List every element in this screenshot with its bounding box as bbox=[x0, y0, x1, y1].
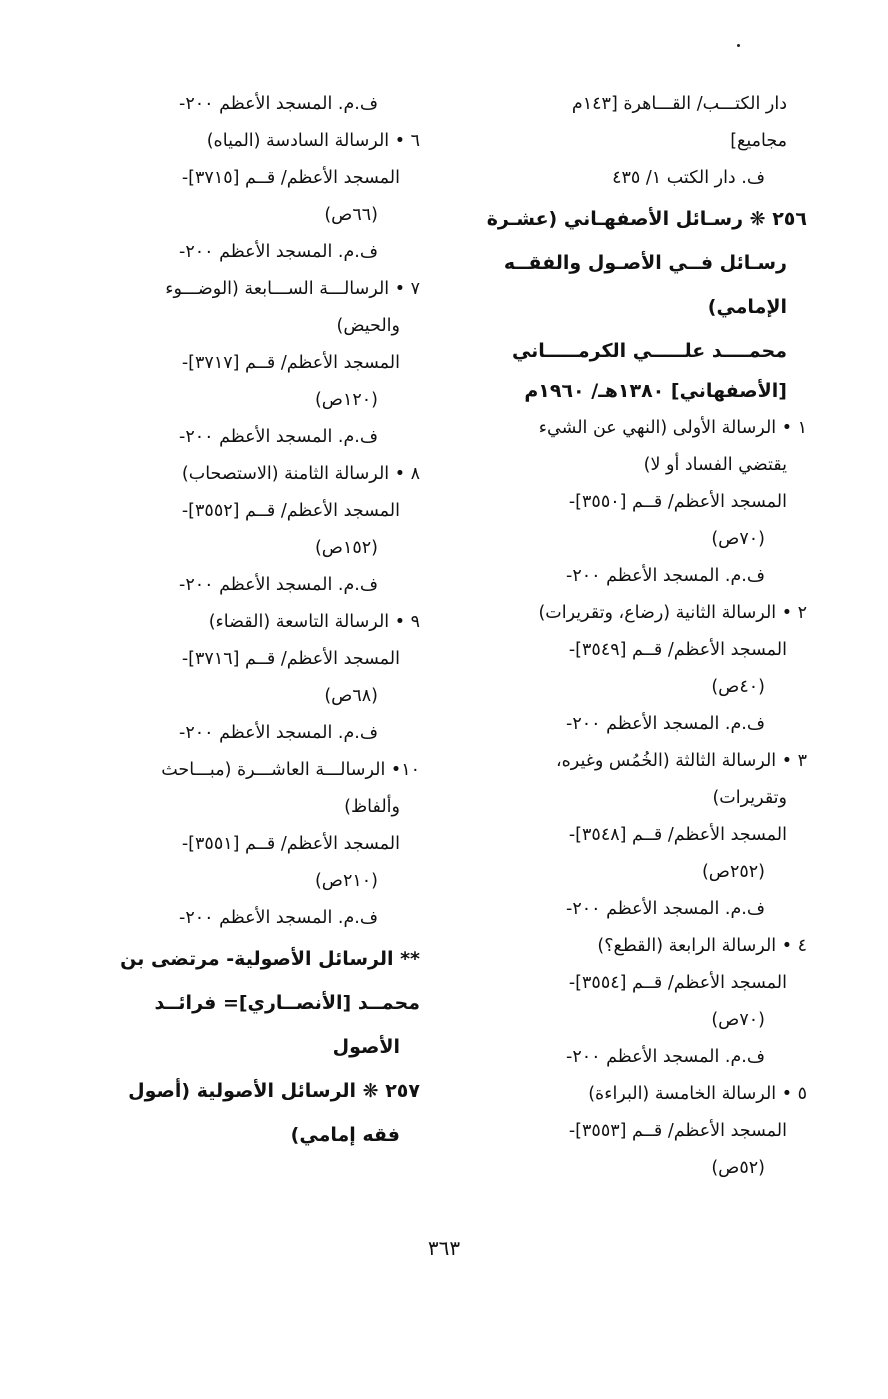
text-line: ٢٥٧ ❋ الرسائل الأصولية (أصول bbox=[128, 1080, 420, 1102]
text-line: (١٥٢ص) bbox=[314, 538, 378, 558]
text-line: المسجد الأعظم/ قــم [٣٥٥٤]- bbox=[568, 973, 787, 993]
text-line: وألفاظ) bbox=[344, 797, 400, 817]
text-line: المسجد الأعظم/ قــم [٣٧١٦]- bbox=[181, 649, 400, 669]
text-line: ف.م. المسجد الأعظم ٢٠٠- bbox=[178, 242, 378, 262]
text-line: الأصول bbox=[332, 1036, 400, 1058]
text-line: ٦ • الرسالة السادسة (المياه) bbox=[206, 131, 420, 151]
text-line: ف.م. المسجد الأعظم ٢٠٠- bbox=[178, 575, 378, 595]
text-line: ف.م. المسجد الأعظم ٢٠٠- bbox=[178, 427, 378, 447]
text-line: ٨ • الرسالة الثامنة (الاستصحاب) bbox=[181, 464, 420, 484]
text-line: المسجد الأعظم/ قــم [٣٥٥٣]- bbox=[568, 1121, 787, 1141]
text-line: ١٠• الرسالـــة العاشـــرة (مبـــاحث bbox=[161, 760, 420, 780]
text-line: (٦٦ص) bbox=[324, 205, 378, 225]
text-line: وتقريرات) bbox=[712, 788, 787, 808]
text-line: الإمامي) bbox=[707, 296, 787, 318]
text-line: المسجد الأعظم/ قــم [٣٧١٥]- bbox=[181, 168, 400, 188]
text-line: دار الكتـــب/ القـــاهرة [١٤٣م bbox=[571, 94, 787, 114]
text-line: ف.م. المسجد الأعظم ٢٠٠- bbox=[565, 566, 765, 586]
text-line: ٣ • الرسالة الثالثة (الخُمُس وغيره، bbox=[555, 751, 807, 771]
text-line: محمــد [الأنصــاري]= فرائــد bbox=[154, 992, 420, 1014]
text-line: يقتضي الفساد أو لا) bbox=[643, 455, 787, 475]
text-line: ٢٥٦ ❋ رسـائل الأصفهـاني (عشـرة bbox=[486, 208, 807, 230]
text-line: ** الرسائل الأصولية- مرتضى بن bbox=[120, 948, 420, 970]
text-line: (٢٥٢ص) bbox=[701, 862, 765, 882]
page-number: ٣٦٣ bbox=[427, 1236, 461, 1260]
text-line: فقه إمامي) bbox=[290, 1124, 400, 1146]
text-line: ف.م. المسجد الأعظم ٢٠٠- bbox=[178, 908, 378, 928]
text-line: ٥ • الرسالة الخامسة (البراءة) bbox=[588, 1084, 807, 1104]
text-line: ٤ • الرسالة الرابعة (القطع؟) bbox=[597, 936, 807, 956]
text-line: مجاميع] bbox=[730, 131, 787, 151]
text-line: المسجد الأعظم/ قــم [٣٥٥٠]- bbox=[568, 492, 787, 512]
text-line: (٤٠ص) bbox=[711, 677, 765, 697]
text-line: (٧٠ص) bbox=[711, 1010, 765, 1030]
right-column bbox=[462, 86, 807, 1187]
text-line: محمــــد علـــــي الكرمـــــاني bbox=[511, 340, 787, 362]
text-line: المسجد الأعظم/ قــم [٣٥٤٩]- bbox=[568, 640, 787, 660]
text-line: المسجد الأعظم/ قــم [٣٥٥١]- bbox=[181, 834, 400, 854]
text-line: المسجد الأعظم/ قــم [٣٥٤٨]- bbox=[568, 825, 787, 845]
text-line: [الأصفهاني] ١٣٨٠هـ/ ١٩٦٠م bbox=[524, 380, 787, 402]
text-line: ف.م. المسجد الأعظم ٢٠٠- bbox=[565, 714, 765, 734]
text-line: ٩ • الرسالة التاسعة (القضاء) bbox=[208, 612, 420, 632]
text-line: (٢١٠ص) bbox=[314, 871, 378, 891]
text-line: ١ • الرسالة الأولى (النهي عن الشيء bbox=[538, 418, 807, 438]
text-line: ف. دار الكتب ١/ ٤٣٥ bbox=[612, 168, 765, 188]
text-line: المسجد الأعظم/ قــم [٣٥٥٢]- bbox=[181, 501, 400, 521]
left-column bbox=[80, 86, 420, 1157]
text-line: ف.م. المسجد الأعظم ٢٠٠- bbox=[178, 723, 378, 743]
text-line: ٧ • الرسالـــة الســـابعة (الوضـــوء bbox=[165, 279, 420, 299]
text-line: ٢ • الرسالة الثانية (رضاع، وتقريرات) bbox=[538, 603, 807, 623]
text-line: ف.م. المسجد الأعظم ٢٠٠- bbox=[565, 1047, 765, 1067]
text-line: رسـائل فــي الأصـول والفقــه bbox=[503, 252, 787, 274]
page-mark bbox=[737, 44, 740, 47]
text-line: (١٢٠ص) bbox=[314, 390, 378, 410]
text-line: ف.م. المسجد الأعظم ٢٠٠- bbox=[178, 94, 378, 114]
text-line: (٧٠ص) bbox=[711, 529, 765, 549]
text-line: ف.م. المسجد الأعظم ٢٠٠- bbox=[565, 899, 765, 919]
text-line: المسجد الأعظم/ قــم [٣٧١٧]- bbox=[181, 353, 400, 373]
text-line: (٦٨ص) bbox=[324, 686, 378, 706]
text-line: (٥٢ص) bbox=[711, 1158, 765, 1178]
text-line: والحيض) bbox=[336, 316, 400, 336]
